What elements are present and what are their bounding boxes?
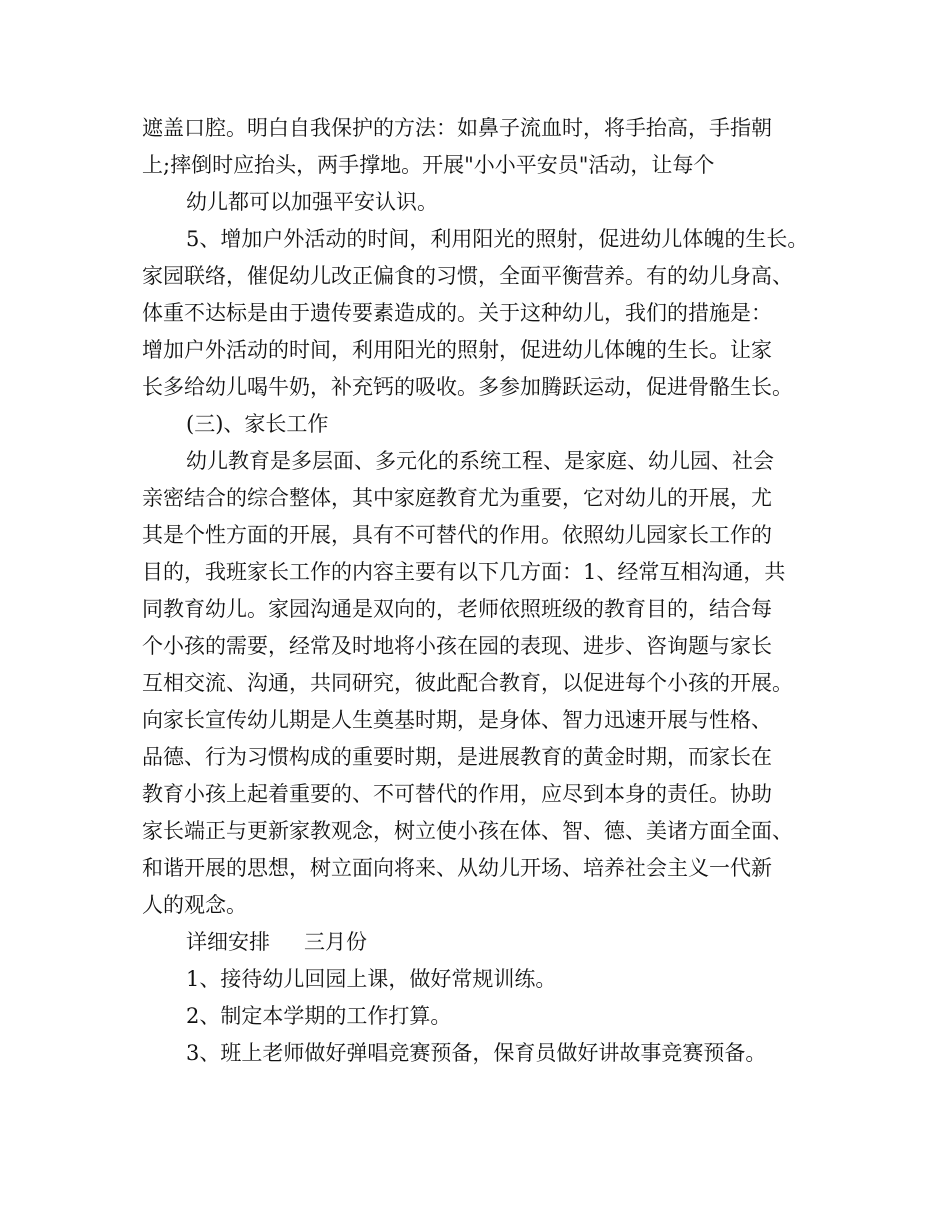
text-line: 目的，我班家长工作的内容主要有以下几方面：1、经常互相沟通，共 bbox=[142, 560, 786, 584]
text-line: 幼儿都可以加强平安认识。 bbox=[186, 190, 438, 214]
text-line: 同教育幼儿。家园沟通是双向的，老师依照班级的教育目的，结合每 bbox=[142, 597, 772, 621]
list-item: 2、制定本学期的工作打算。 bbox=[186, 1004, 452, 1028]
text-line: 上;摔倒时应抬头，两手撑地。开展"小小平安员"活动，让每个 bbox=[142, 153, 715, 177]
text-line: 互相交流、沟通，共同研究，彼此配合教育，以促进每个小孩的开展。 bbox=[142, 671, 793, 695]
text-line: 其是个性方面的开展，具有不可替代的作用。依照幼儿园家长工作的 bbox=[142, 523, 772, 547]
text-line: 人的观念。 bbox=[142, 893, 247, 917]
schedule-month: 三月份 bbox=[304, 930, 367, 954]
text-line: 幼儿教育是多层面、多元化的系统工程、是家庭、幼儿园、社会 bbox=[186, 449, 774, 473]
schedule-label: 详细安排 bbox=[186, 930, 270, 954]
text-line: 个小孩的需要，经常及时地将小孩在园的表现、进步、咨询题与家长 bbox=[142, 634, 772, 658]
section-heading: (三)、家长工作 bbox=[186, 412, 329, 436]
text-line: 增加户外活动的时间，利用阳光的照射，促进幼儿体魄的生长。让家 bbox=[142, 338, 772, 362]
text-line: 家园联络，催促幼儿改正偏食的习惯，全面平衡营养。有的幼儿身高、 bbox=[142, 264, 793, 288]
list-item: 3、班上老师做好弹唱竞赛预备，保育员做好讲故事竞赛预备。 bbox=[186, 1041, 767, 1065]
text-line: 亲密结合的综合整体，其中家庭教育尤为重要，它对幼儿的开展，尤 bbox=[142, 486, 772, 510]
text-line: 长多给幼儿喝牛奶，补充钙的吸收。多参加腾跃运动，促进骨骼生长。 bbox=[142, 375, 793, 399]
text-line: 5、增加户外活动的时间，利用阳光的照射，促进幼儿体魄的生长。 bbox=[186, 227, 809, 251]
list-item: 1、接待幼儿回园上课，做好常规训练。 bbox=[186, 967, 557, 991]
text-line: 教育小孩上起着重要的、不可替代的作用，应尽到本身的责任。协助 bbox=[142, 782, 772, 806]
text-line: 品德、行为习惯构成的重要时期，是进展教育的黄金时期，而家长在 bbox=[142, 745, 772, 769]
text-line: 家长端正与更新家教观念，树立使小孩在体、智、德、美诸方面全面、 bbox=[142, 819, 793, 843]
text-line: 体重不达标是由于遗传要素造成的。关于这种幼儿，我们的措施是： bbox=[142, 301, 772, 325]
text-line: 向家长宣传幼儿期是人生奠基时期，是身体、智力迅速开展与性格、 bbox=[142, 708, 772, 732]
text-line: 和谐开展的思想，树立面向将来、从幼儿开场、培养社会主义一代新 bbox=[142, 856, 772, 880]
text-line: 遮盖口腔。明白自我保护的方法：如鼻子流血时，将手抬高，手指朝 bbox=[142, 116, 772, 140]
schedule-heading bbox=[142, 924, 842, 961]
document-body bbox=[142, 110, 842, 1072]
